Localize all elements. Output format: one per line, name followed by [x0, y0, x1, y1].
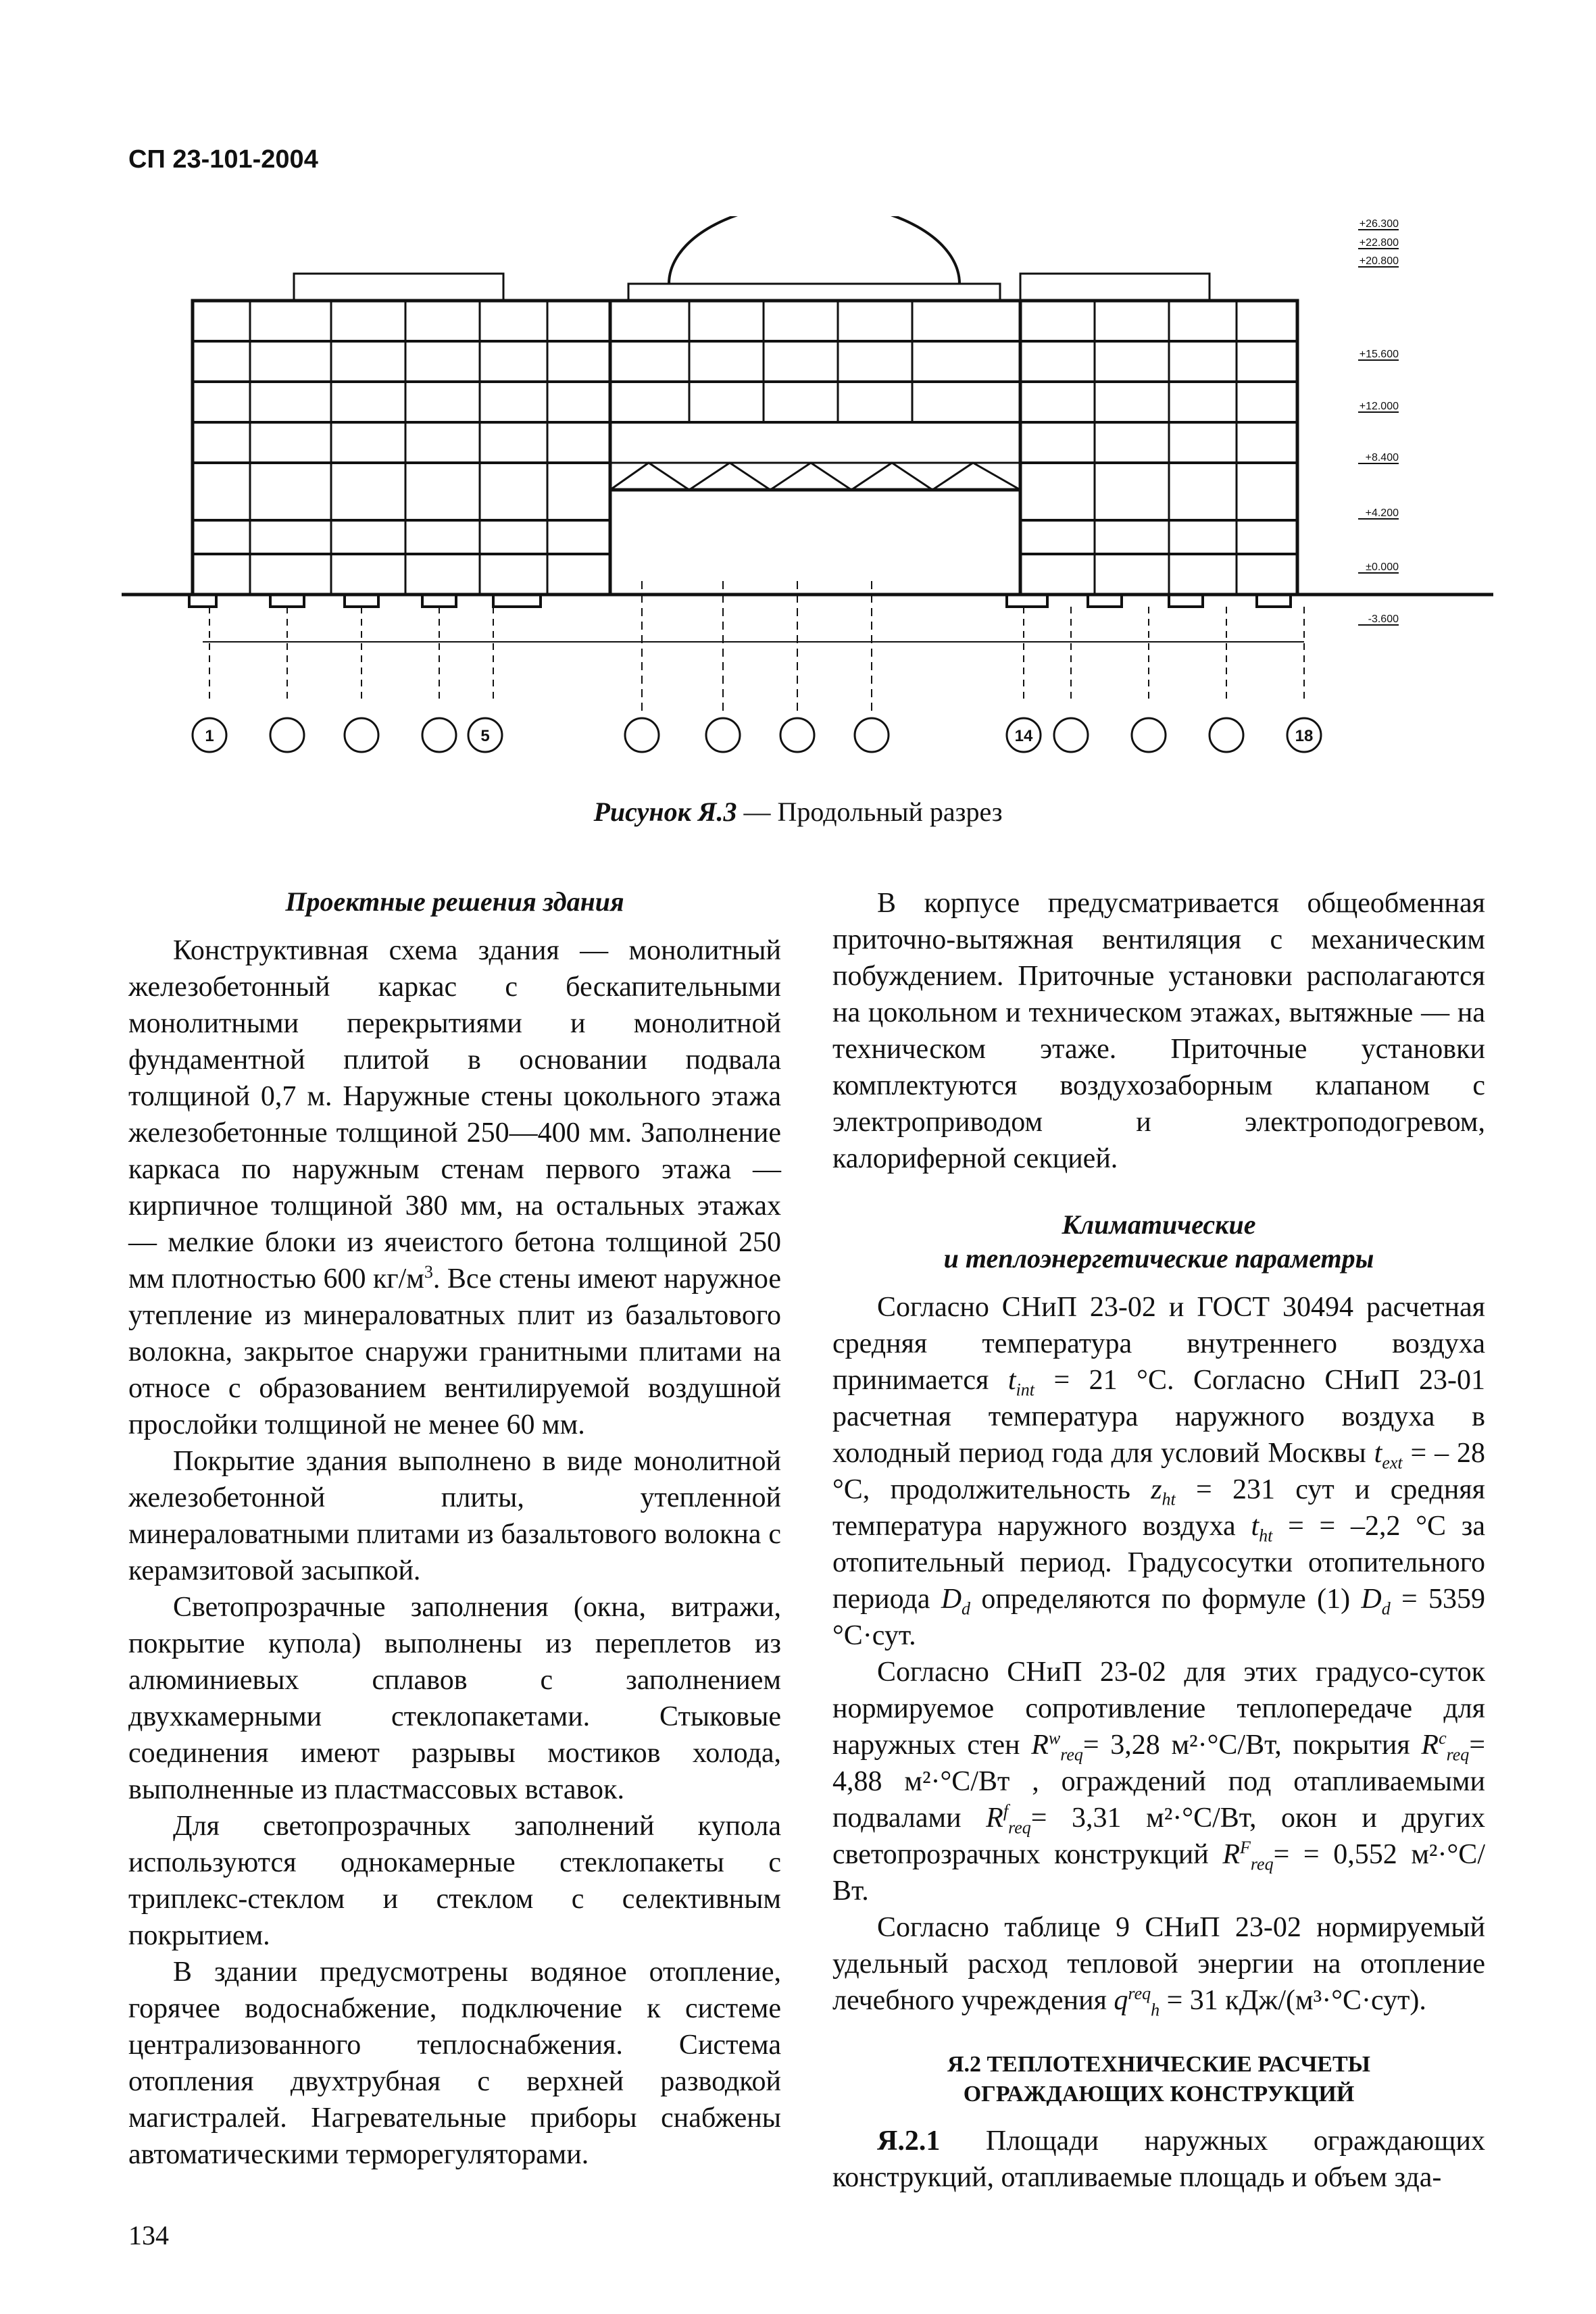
paragraph: Светопрозрачные заполнения (окна, витражи, покрытие купола) выполнены из переплетов из алюминиевых сплавов с заполнением двухкамерными стеклопакетами. Стыковые соединения имеют разрывы мостиков холода, выполненные из пластмассовых вставок. [128, 1592, 781, 1805]
paragraph [832, 2123, 1485, 2196]
superscript: 3 [424, 1262, 433, 1282]
dome [669, 216, 959, 284]
elevation-label: +4.200 [1365, 507, 1399, 519]
paragraph-text: Согласно СНиП 23-02 и ГОСТ 30494 расчетная средняя температура внутреннего воздуха принимается [832, 1292, 1485, 1396]
paragraph-text: = = –2,2 °С за отопительный период. Градусосутки отопительного периода [832, 1511, 1485, 1615]
right-column [832, 885, 1485, 2196]
variable: R [986, 1803, 1003, 1834]
paragraph [832, 1654, 1485, 1909]
paragraph: В здании предусмотрены водяное отопление, горячее водоснабжение, подключение к системе централизованного теплоснабжения. Система отопления двухтрубная с верхней разводкой магистралей. Нагревательные приборы снабжены автоматическими терморегуляторами. [128, 1957, 781, 2170]
paragraph-text: Согласно СНиП 23-02 для этих градусо-суток нормируемое сопротивление теплопередаче для наружных стен [832, 1657, 1485, 1761]
paragraph: Для светопрозрачных заполнений купола используются однокамерные стеклопакеты с триплекс-стеклом и стеклом с селективным покрытием. [128, 1811, 781, 1951]
elevation-label: -3.600 [1368, 613, 1399, 625]
subscript: req [1060, 1744, 1083, 1765]
left-column [128, 885, 781, 2173]
heading-line: и теплоэнергетические параметры [943, 1243, 1374, 1274]
subscript: req [1008, 1817, 1031, 1838]
section-heading: Проектные решения здания [285, 886, 624, 917]
axis-dashes [209, 607, 1304, 703]
paragraph-text: = 3,28 м²·°С/Вт, покрытия [1082, 1730, 1422, 1761]
subscript: req [1446, 1744, 1470, 1765]
section-heading [832, 2050, 1485, 2109]
spacer [832, 2019, 1485, 2050]
variable: q [1114, 1985, 1128, 2016]
variable: t [1374, 1438, 1382, 1469]
elevation-label: +22.800 [1359, 237, 1399, 249]
paragraph: В корпусе предусматривается общеобменная приточно-вытяжная вентиляция с механическим побуждением. Приточные установки располагаются на цокольном и техническом этажах, вытяжные — на техническом этаже. Приточные установки комплектуются воздухозаборным клапаном с электроприводом и электроподогревом, калориферной секцией. [832, 888, 1485, 1174]
paragraph-text: = 4,88 м²·°С/Вт , ограждений под отапливаемыми подвалами [832, 1730, 1485, 1834]
figure-caption-separator: — [737, 797, 778, 827]
superscript: req [1128, 1984, 1151, 2003]
axis-label: 1 [205, 727, 214, 745]
variable: R [1222, 1839, 1240, 1870]
axis-bubbles [193, 718, 1321, 752]
paragraph [128, 932, 781, 1443]
right-wing [1020, 301, 1297, 595]
axis-label: 14 [1014, 727, 1033, 745]
elevation-label: +26.300 [1359, 218, 1399, 230]
heading-line: ОГРАЖДАЮЩИХ КОНСТРУКЦИЙ [963, 2082, 1355, 2107]
paragraph-text: Площади наружных ограждающих конструкций, отапливаемые площадь и объем зда- [832, 2126, 1485, 2193]
subscript: int [1016, 1380, 1034, 1400]
subscript: ext [1382, 1453, 1403, 1473]
central-block [610, 301, 1020, 490]
right-penthouse [1020, 274, 1210, 301]
section-heading [832, 1208, 1485, 1276]
variable: D [1361, 1584, 1382, 1615]
variable: t [1007, 1365, 1016, 1396]
paragraph-text: = 231 сут и средняя температура наружного воздуха [832, 1474, 1485, 1542]
foundation-pads [189, 595, 1291, 607]
figure-caption-label: Рисунок Я.3 [593, 797, 737, 827]
superscript: f [1003, 1801, 1009, 1821]
paragraph-text: = – 28 °С, продолжительность [832, 1438, 1485, 1505]
spacer [832, 1177, 1485, 1208]
axis-label: 5 [480, 727, 490, 745]
variable: t [1251, 1511, 1260, 1542]
axis-label: 18 [1295, 727, 1314, 745]
paragraph-text: = 5359 °С·сут. [832, 1584, 1485, 1651]
subscript: d [962, 1599, 971, 1619]
paragraph-text: Конструктивная схема здания — монолитный железобетонный каркас с бескапительными монолитными перекрытиями и монолитной фундаментной плитой в основании подвала толщиной 0,7 м. Наружные стены цокольного этажа железобетонные толщиной 250—400 мм. Заполнение каркаса по наружным стенам первого этажа — кирпичное толщиной 380 мм, на остальных этажах — мелкие блоки из ячеистого бетона толщиной 250 мм плотностью 600 кг/м [128, 935, 781, 1294]
paragraph-text: = 21 °С. Согласно СНиП 23-01 расчетная температура наружного воздуха в холодный период года для условий Москвы [832, 1365, 1485, 1469]
paragraph-text: = = 0,552 м²·°С/Вт. [832, 1839, 1485, 1907]
variable: R [1421, 1730, 1439, 1761]
paragraph [832, 1909, 1485, 2019]
subscript: d [1381, 1599, 1391, 1619]
paragraph-text: = 3,31 м²·°С/Вт, окон и других светопрозрачных конструкций [832, 1803, 1485, 1870]
elevation-label: ±0.000 [1366, 561, 1399, 573]
paragraph-text: = 31 кДж/(м³·°С·сут). [1159, 1985, 1426, 2016]
clause-number: Я.2.1 [877, 2126, 941, 2157]
left-penthouse [294, 274, 503, 301]
floor-lines [193, 341, 1297, 554]
paragraph: Покрытие здания выполнено в виде монолитной железобетонной плиты, утепленной минераловатными плитами из базальтового волокна с керамзитовой засыпкой. [128, 1446, 781, 1586]
elevation-label: +8.400 [1365, 452, 1399, 463]
variable: R [1031, 1730, 1049, 1761]
longitudinal-section-drawing [115, 216, 1493, 790]
central-roof [628, 284, 1000, 301]
paragraph-text: . Все стены имеют наружное утепление из минераловатных плит из базальтового волокна, закрытое снаружи гранитными плитами на относе с образованием вентилируемой воздушной прослойки толщиной не менее 60 мм. [128, 1263, 782, 1440]
figure-caption [0, 796, 1596, 828]
subscript: h [1151, 2000, 1160, 2020]
column-lines [250, 301, 1237, 595]
superscript: F [1239, 1838, 1251, 1857]
heading-line: Я.2 ТЕПЛОТЕХНИЧЕСКИЕ РАСЧЕТЫ [947, 2052, 1371, 2077]
superscript: w [1048, 1728, 1061, 1748]
subscript: ht [1259, 1526, 1273, 1546]
variable: D [941, 1584, 962, 1615]
elevation-label: +12.000 [1359, 401, 1399, 412]
passage-axes [642, 581, 872, 716]
document-code-header: СП 23-101-2004 [128, 145, 318, 174]
paragraph-text: определяются по формуле (1) [970, 1584, 1362, 1615]
subscript: req [1250, 1854, 1274, 1874]
superscript: c [1439, 1728, 1447, 1748]
paragraph [832, 1289, 1485, 1654]
heading-line: Климатические [1062, 1209, 1256, 1240]
truss [610, 463, 1020, 490]
elevation-label: +20.800 [1359, 255, 1399, 267]
variable: z [1151, 1474, 1162, 1505]
page-number: 134 [128, 2220, 169, 2250]
elevation-label: +15.600 [1359, 349, 1399, 360]
paragraph-text: Согласно таблице 9 СНиП 23-02 нормируемый удельный расход тепловой энергии на отопление лечебного учреждения [832, 1912, 1485, 2016]
subscript: ht [1162, 1489, 1176, 1509]
figure-caption-text: Продольный разрез [777, 797, 1003, 827]
